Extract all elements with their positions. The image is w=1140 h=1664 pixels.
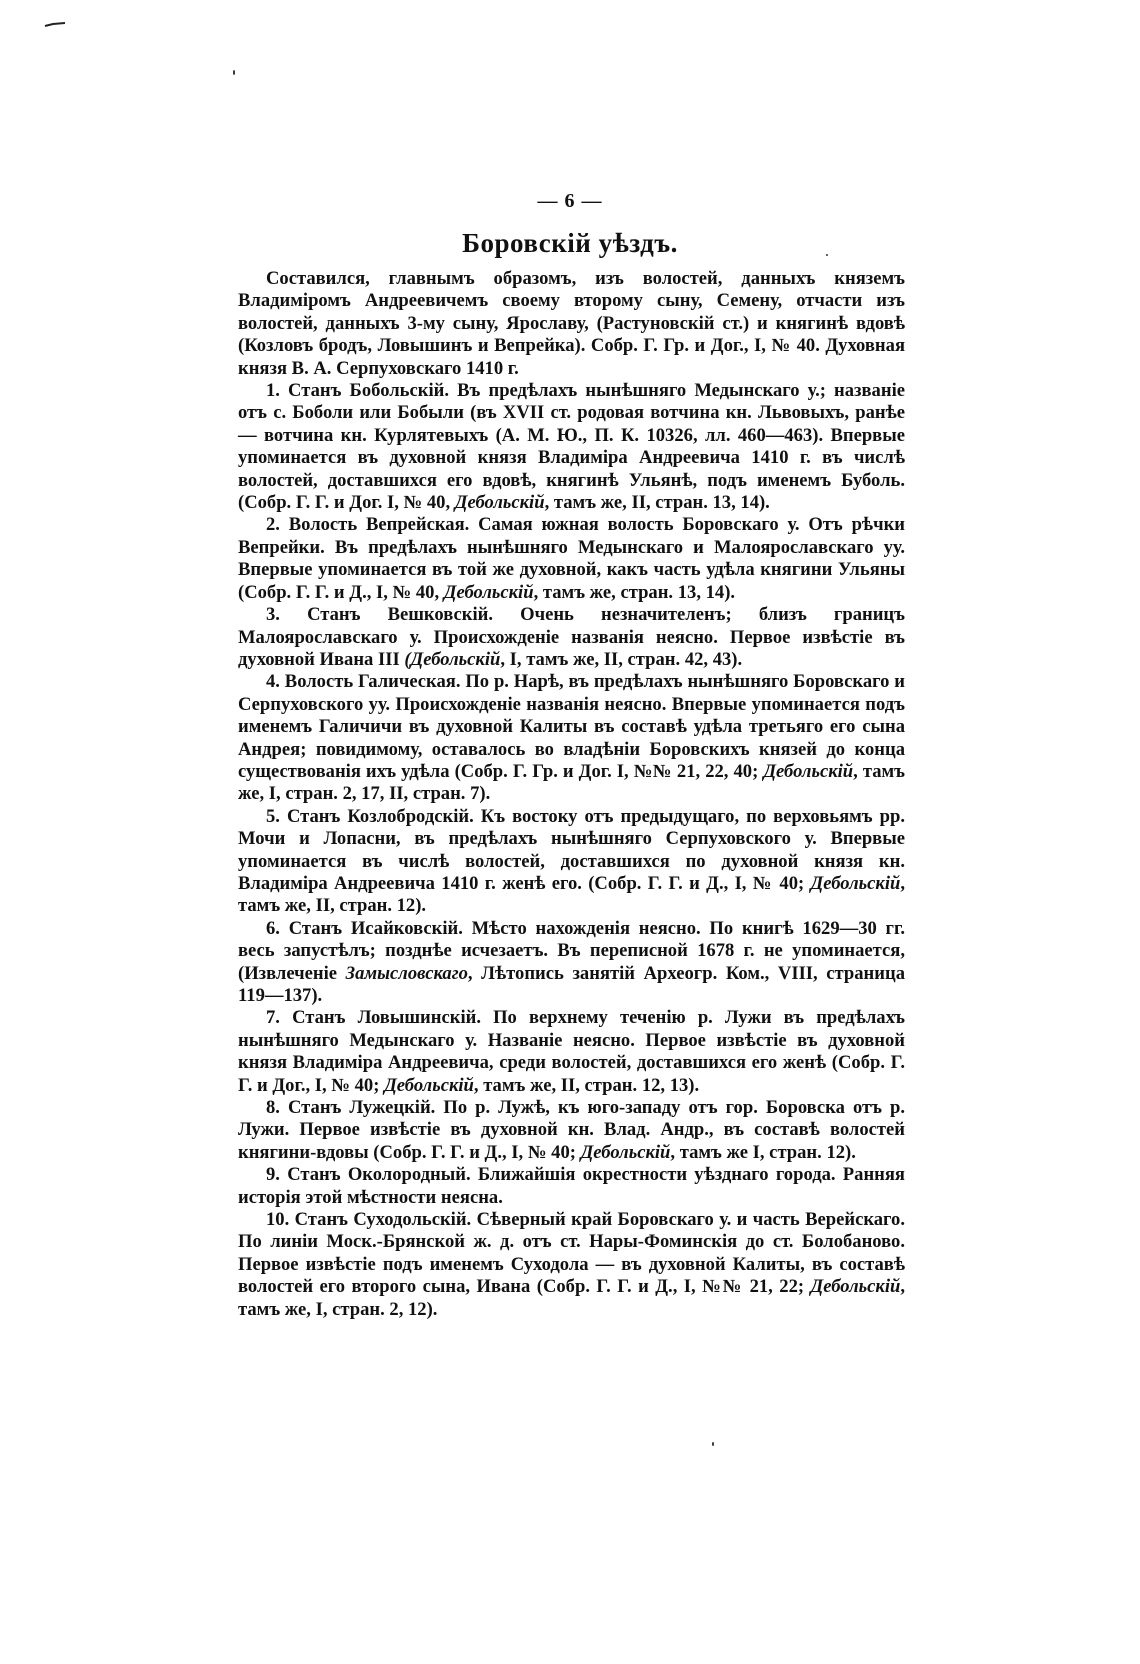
page-number: — 6 — [537,190,603,212]
ink-mark [44,22,66,28]
page-title: Боровскій уѣздъ. [462,228,678,258]
ink-speck [712,1442,714,1446]
entry-paragraph: 3. Станъ Вешковскій. Очень незначителенъ; близъ границъ Малоярославскаго у. Происхожденіе названія неясно. Первое извѣстіе въ духовной Ивана III (Дебольскій, I, тамъ же, II, стран. 42, 43). [238,604,905,670]
entry-paragraph: 10. Станъ Суходольскій. Сѣверный край Боровскаго у. и часть Верейскаго. По линіи Моск.-Брянской ж. д. отъ ст. Нары-Фоминскія до ст. Болобаново. Первое извѣстіе подъ именемъ Суходола — въ духовной Калиты, въ составѣ волостей его второго сына, Ивана (Собр. Г. Г. и Д., I, №№ 21, 22; Дебольскій, тамъ же, I, стран. 2, 12). [238,1209,905,1320]
entry-paragraph: 9. Станъ Околородный. Ближайшія окрестности уѣзднаго города. Ранняя исторія этой мѣстности неясна. [238,1164,905,1208]
entry-paragraph: 1. Станъ Бобольскій. Въ предѣлахъ нынѣшняго Медынскаго у.; названіе отъ с. Боболи или Бобыли (въ XVII ст. родовая вотчина кн. Львовыхъ, ранѣе — вотчина кн. Курлятевыхъ (А. М. Ю., П. К. 10326, лл. 460—463). Впервые упоминается въ духовной князя Владиміра Андреевича 1410 г. въ числѣ волостей, доставшихся его вдовѣ, княгинѣ Ульянѣ, подъ именемъ Буболь. (Собр. Г. Г. и Дог. I, № 40, Дебольскій, тамъ же, II, стран. 13, 14). [238,380,905,514]
intro-paragraph: Составился, главнымъ образомъ, изъ волостей, данныхъ княземъ Владиміромъ Андреевичемъ своему второму сыну, Семену, отчасти изъ волостей, данныхъ 3-му сыну, Ярославу, (Растуновскій ст.) и княгинѣ вдовѣ (Козловъ бродъ, Ловышинъ и Вепрейка). Собр. Г. Гр. и Дог., I, № 40. Духовная князя В. А. Серпуховскаго 1410 г. [238,268,905,379]
ink-speck [233,70,235,75]
entry-paragraph: 8. Станъ Лужецкій. По р. Лужѣ, къ юго-западу отъ гор. Боровска отъ р. Лужи. Первое извѣстіе въ духовной кн. Влад. Андр., въ составѣ волостей княгини-вдовы (Собр. Г. Г. и Д., I, № 40; Дебольскій, тамъ же I, стран. 12). [238,1097,905,1163]
document-body [238,268,905,1321]
entry-paragraph: 6. Станъ Исайковскій. Мѣсто нахожденія неясно. По книгѣ 1629—30 гг. весь запустѣлъ; позднѣе исчезаетъ. Въ переписной 1678 г. не упоминается, (Извлеченіе Замысловскаго, Лѣтопись занятій Археогр. Ком., VIII, страница 119—137). [238,917,905,1006]
entry-paragraph: 4. Волость Галическая. По р. Нарѣ, въ предѣлахъ нынѣшняго Боровскаго и Серпуховского уу. Происхожденіе названія неясно. Впервые упоминается подъ именемъ Галичичи въ духовной Калиты въ составѣ удѣла третьяго его сына Андрея; повидимому, оставалось во владѣніи Боровскихъ князей до конца существованія ихъ удѣла (Собр. Г. Гр. и Дог. I, №№ 21, 22, 40; Дебольскій, тамъ же, I, стран. 2, 17, II, стран. 7). [238,671,905,805]
entry-paragraph: 2. Волость Вепрейская. Самая южная волость Боровскаго у. Отъ рѣчки Вепрейки. Въ предѣлахъ нынѣшняго Медынскаго и Малоярославскаго уу. Впервые упоминается въ той же духовной, какъ часть удѣла княгини Ульяны (Собр. Г. Г. и Д., I, № 40, Дебольскій, тамъ же, стран. 13, 14). [238,514,905,603]
entry-paragraph: 7. Станъ Ловышинскій. По верхнему теченію р. Лужи въ предѣлахъ нынѣшняго Медынскаго у. Названіе неясно. Первое извѣстіе въ духовной князя Владиміра Андреевича, среди волостей, доставшихся его женѣ (Собр. Г. Г. и Дог., I, № 40; Дебольскій, тамъ же, II, стран. 12, 13). [238,1007,905,1096]
entry-paragraph: 5. Станъ Козлобродскій. Къ востоку отъ предыдущаго, по верховьямъ рр. Мочи и Лопасни, въ предѣлахъ нынѣшняго Серпуховского у. Впервые упоминается въ числѣ волостей, доставшихся по духовной князя кн. Владиміра Андреевича 1410 г. женѣ его. (Собр. Г. Г. и Д., I, № 40; Дебольскій, тамъ же, II, стран. 12). [238,805,905,917]
ink-speck [826,254,828,256]
